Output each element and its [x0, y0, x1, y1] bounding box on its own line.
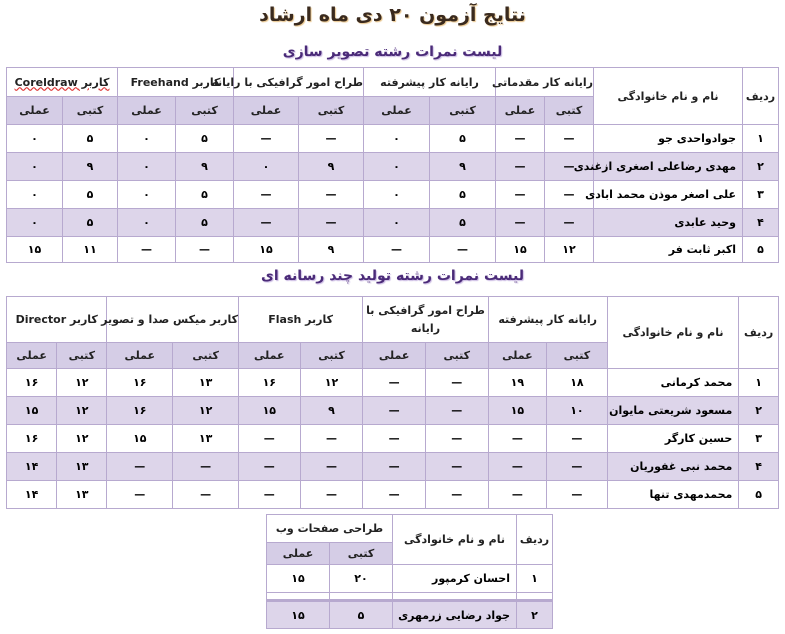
score-cell: ۰: [118, 125, 176, 153]
score-cell: —: [425, 425, 488, 453]
header-group: کاربر Coreldraw: [7, 68, 118, 97]
header-practical: عملی: [118, 97, 176, 125]
student-name: علی اصغر موذن محمد ابادی: [594, 181, 743, 209]
score-cell: —: [363, 397, 426, 425]
student-name: وحید عابدی: [594, 209, 743, 237]
header-group: رایانه کار پیشرفته: [364, 68, 496, 97]
spacer-cell: [330, 593, 393, 601]
score-cell: —: [425, 369, 488, 397]
header-written: کتبی: [547, 343, 608, 369]
score-cell: —: [238, 453, 300, 481]
score-cell: —: [545, 181, 594, 209]
score-cell: —: [299, 209, 364, 237]
header-written: کتبی: [330, 543, 393, 565]
score-cell: —: [173, 453, 239, 481]
header-practical: عملی: [234, 97, 299, 125]
score-cell: —: [238, 481, 300, 509]
table-row: [7, 425, 779, 453]
score-cell: ۱۵: [107, 425, 173, 453]
header-written: کتبی: [430, 97, 496, 125]
table-row: [7, 125, 779, 153]
header-written: کتبی: [299, 97, 364, 125]
score-cell: ۱۸: [547, 369, 608, 397]
score-cell: ۱۵: [267, 565, 330, 593]
score-cell: —: [496, 153, 545, 181]
score-cell: —: [107, 481, 173, 509]
header-written: کتبی: [300, 343, 363, 369]
page-title: نتایج آزمون ۲۰ دی ماه ارشاد: [259, 4, 526, 26]
table-row: [7, 453, 779, 481]
score-cell: —: [425, 397, 488, 425]
score-cell: ۱۵: [7, 237, 63, 263]
score-cell: ۱۶: [107, 369, 173, 397]
score-cell: —: [238, 425, 300, 453]
score-cell: ۱۳: [57, 453, 107, 481]
score-cell: —: [300, 453, 363, 481]
student-name: احسان کرمپور: [393, 565, 517, 593]
student-name: محمدمهدی تنها: [607, 481, 739, 509]
score-cell: ۱۰: [547, 397, 608, 425]
score-cell: ۰: [364, 153, 430, 181]
score-cell: ۱۴: [7, 453, 57, 481]
header-row-number: ردیف: [743, 68, 779, 125]
score-cell: —: [488, 481, 546, 509]
table-row: [7, 369, 779, 397]
spacer-cell: [267, 593, 330, 601]
score-cell: ۵: [176, 181, 234, 209]
score-cell: ۱۲: [57, 425, 107, 453]
row-number: ۴: [739, 453, 779, 481]
score-cell: —: [299, 125, 364, 153]
table1-subtitle: لیست نمرات رشته تصویر سازی: [282, 44, 503, 60]
row-number: ۱: [743, 125, 779, 153]
score-cell: ۵: [176, 125, 234, 153]
table-row: [7, 181, 779, 209]
score-cell: ۱۳: [173, 369, 239, 397]
student-name: اکبر ثابت فر: [594, 237, 743, 263]
table-row: [267, 565, 553, 593]
score-cell: ۱۵: [488, 397, 546, 425]
score-cell: —: [176, 237, 234, 263]
score-cell: ۵: [63, 209, 118, 237]
score-cell: ۱۳: [57, 481, 107, 509]
header-written: کتبی: [63, 97, 118, 125]
header-written: کتبی: [545, 97, 594, 125]
score-cell: —: [496, 181, 545, 209]
header-group: طراحی صفحات وب: [267, 515, 393, 543]
score-cell: —: [545, 209, 594, 237]
score-cell: ۰: [234, 153, 299, 181]
header-practical: عملی: [238, 343, 300, 369]
score-cell: ۱۱: [63, 237, 118, 263]
score-cell: ۹: [299, 237, 364, 263]
student-name: حسین کارگر: [607, 425, 739, 453]
score-cell: —: [363, 481, 426, 509]
header-practical: عملی: [7, 343, 57, 369]
row-number: ۲: [743, 153, 779, 181]
row-number: ۳: [739, 425, 779, 453]
score-cell: ۱۲: [173, 397, 239, 425]
score-cell: ۱۴: [7, 481, 57, 509]
score-cell: ۵: [430, 125, 496, 153]
score-cell: ۱۵: [234, 237, 299, 263]
score-cell: ۱۹: [488, 369, 546, 397]
table-row: [7, 209, 779, 237]
table-row: [7, 237, 779, 263]
score-cell: ۱۲: [57, 369, 107, 397]
student-name: مهدی رضاعلی اصغری ازغندی: [594, 153, 743, 181]
row-number: ۵: [739, 481, 779, 509]
score-cell: ۰: [364, 125, 430, 153]
score-cell: —: [488, 453, 546, 481]
score-cell: ۹: [176, 153, 234, 181]
header-group: طراح امور گرافیکی با رایانه: [363, 297, 488, 343]
score-cell: ۰: [364, 209, 430, 237]
row-number: ۳: [743, 181, 779, 209]
score-cell: ۵: [63, 181, 118, 209]
score-cell: ۲۰: [330, 565, 393, 593]
score-cell: —: [425, 481, 488, 509]
score-cell: ۱۲: [57, 397, 107, 425]
score-cell: ۵: [430, 181, 496, 209]
header-practical: عملی: [496, 97, 545, 125]
table2: [6, 296, 779, 509]
score-cell: —: [496, 209, 545, 237]
header-practical: عملی: [488, 343, 546, 369]
header-written: کتبی: [173, 343, 239, 369]
header-group: رایانه کار پیشرفته: [488, 297, 607, 343]
score-cell: —: [300, 425, 363, 453]
student-name: جوادواحدی جو: [594, 125, 743, 153]
score-cell: ۹: [430, 153, 496, 181]
student-name: محمد نبی غفوریان: [607, 453, 739, 481]
score-cell: —: [363, 425, 426, 453]
score-cell: —: [547, 453, 608, 481]
row-number: ۱: [739, 369, 779, 397]
header-row-number: ردیف: [517, 515, 553, 565]
spacer-row: [267, 593, 553, 601]
score-cell: ۱۵: [7, 397, 57, 425]
header-group: طراح امور گرافیکی با رایانه: [234, 68, 364, 97]
score-cell: —: [234, 181, 299, 209]
score-cell: —: [107, 453, 173, 481]
score-cell: —: [299, 181, 364, 209]
score-cell: ۵: [176, 209, 234, 237]
score-cell: —: [363, 369, 426, 397]
score-cell: ۱۵: [267, 601, 330, 629]
row-number: ۵: [743, 237, 779, 263]
header-practical: عملی: [107, 343, 173, 369]
header-written: کتبی: [57, 343, 107, 369]
header-group: کاربر Freehand: [118, 68, 234, 97]
table-row: [7, 397, 779, 425]
score-cell: ۱۵: [238, 397, 300, 425]
score-cell: ۱۶: [7, 369, 57, 397]
score-cell: ۰: [118, 153, 176, 181]
score-cell: —: [488, 425, 546, 453]
table-row: [7, 153, 779, 181]
score-cell: ۵: [63, 125, 118, 153]
score-cell: ۰: [118, 209, 176, 237]
score-cell: —: [363, 453, 426, 481]
header-group: کاربر Flash: [238, 297, 362, 343]
header-practical: عملی: [267, 543, 330, 565]
score-cell: —: [430, 237, 496, 263]
score-cell: —: [547, 481, 608, 509]
header-written: کتبی: [425, 343, 488, 369]
score-cell: ۰: [7, 125, 63, 153]
spacer-cell: [393, 593, 517, 601]
score-cell: ۵: [330, 601, 393, 629]
student-name: محمد کرمانی: [607, 369, 739, 397]
score-cell: ۰: [7, 209, 63, 237]
header-full-name: نام و نام خانوادگی: [594, 68, 743, 125]
score-cell: ۹: [299, 153, 364, 181]
header-written: کتبی: [176, 97, 234, 125]
score-cell: —: [364, 237, 430, 263]
score-cell: ۱۶: [7, 425, 57, 453]
score-cell: ۱۲: [300, 369, 363, 397]
score-cell: ۰: [7, 181, 63, 209]
student-name: جواد رضایی زرمهری: [393, 601, 517, 629]
row-number: ۲: [517, 601, 553, 629]
student-name: مسعود شریعتی مایوان: [607, 397, 739, 425]
score-cell: —: [547, 425, 608, 453]
score-cell: ۰: [118, 181, 176, 209]
score-cell: ۱۲: [545, 237, 594, 263]
score-cell: —: [545, 125, 594, 153]
row-number: ۴: [743, 209, 779, 237]
score-cell: ۱۶: [238, 369, 300, 397]
score-cell: ۰: [364, 181, 430, 209]
header-row-number: ردیف: [739, 297, 779, 369]
table2-subtitle: لیست نمرات رشته تولید چند رسانه ای: [261, 268, 524, 284]
score-cell: —: [496, 125, 545, 153]
score-cell: ۹: [300, 397, 363, 425]
score-cell: —: [118, 237, 176, 263]
score-cell: —: [234, 125, 299, 153]
score-cell: —: [234, 209, 299, 237]
table1: [6, 67, 779, 263]
header-full-name: نام و نام خانوادگی: [607, 297, 739, 369]
score-cell: —: [173, 481, 239, 509]
score-cell: ۹: [63, 153, 118, 181]
row-number: ۲: [739, 397, 779, 425]
table-row: [7, 481, 779, 509]
table-row: [267, 601, 553, 629]
score-cell: —: [545, 153, 594, 181]
spacer-cell: [517, 593, 553, 601]
score-cell: —: [300, 481, 363, 509]
header-practical: عملی: [7, 97, 63, 125]
score-cell: ۱۵: [496, 237, 545, 263]
score-cell: —: [425, 453, 488, 481]
table3: [266, 514, 553, 629]
score-cell: ۰: [7, 153, 63, 181]
header-full-name: نام و نام خانوادگی: [393, 515, 517, 565]
score-cell: ۱۳: [173, 425, 239, 453]
header-group: کاربر میکس صدا و تصویر: [107, 297, 239, 343]
row-number: ۱: [517, 565, 553, 593]
score-cell: ۵: [430, 209, 496, 237]
header-group: کاربر Director: [7, 297, 107, 343]
header-practical: عملی: [364, 97, 430, 125]
score-cell: ۱۶: [107, 397, 173, 425]
header-practical: عملی: [363, 343, 426, 369]
header-group: رایانه کار مقدماتی: [496, 68, 594, 97]
